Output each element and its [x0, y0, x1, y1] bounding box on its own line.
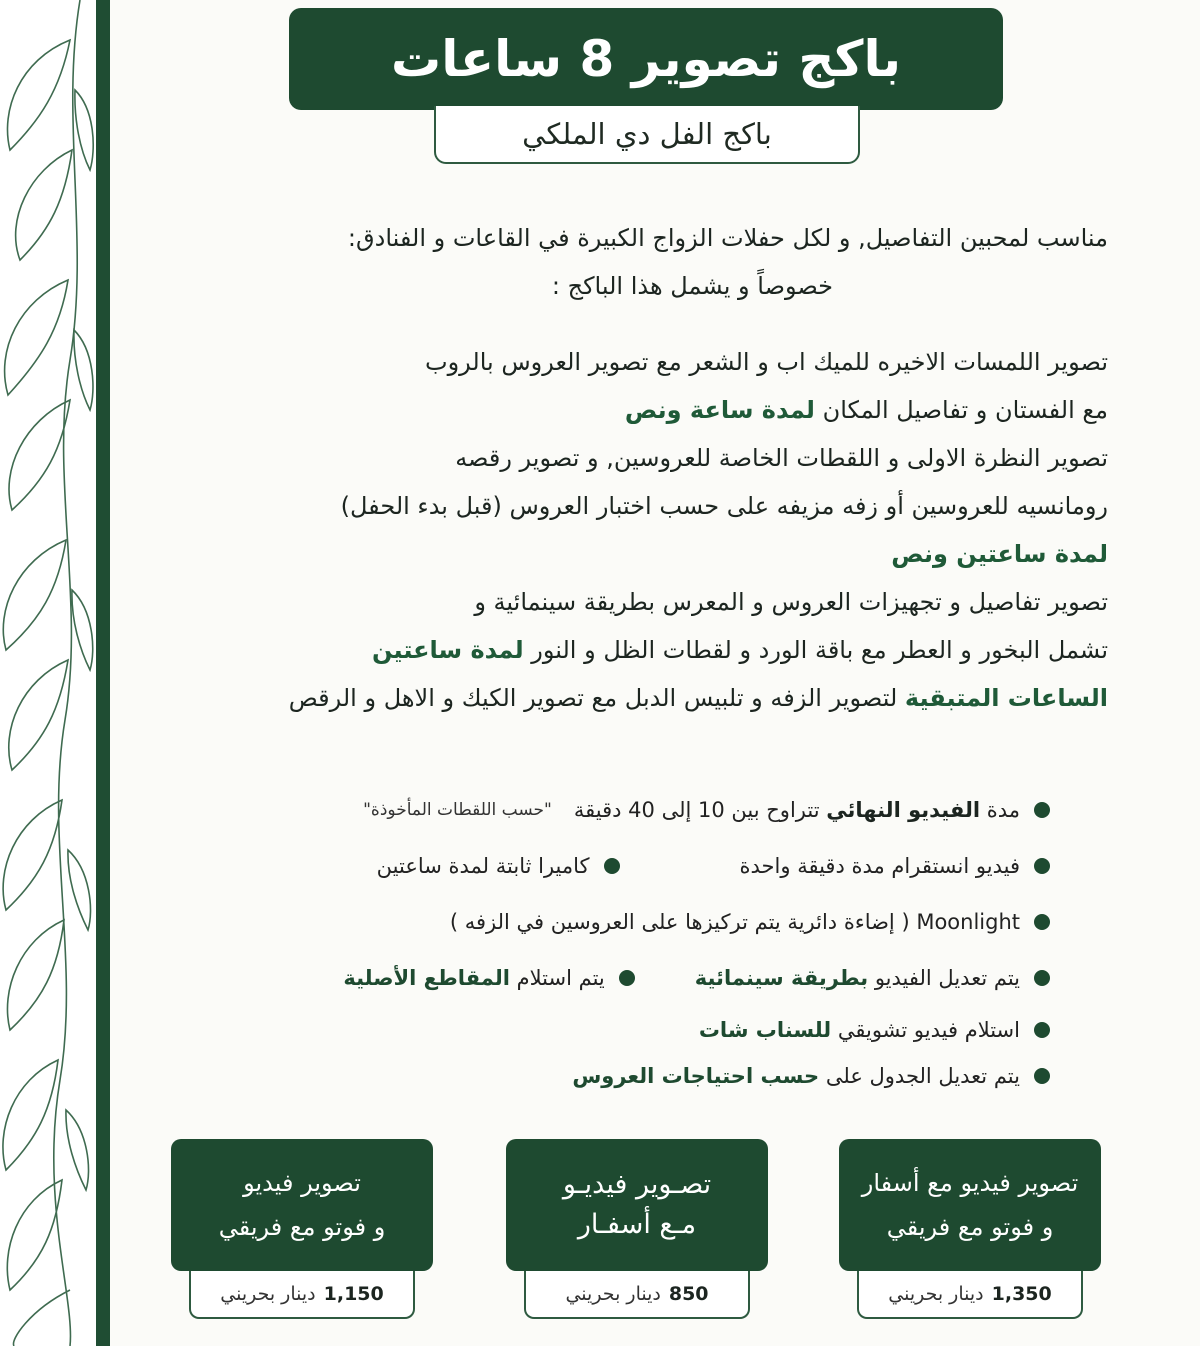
feature-bold: للسناب شات	[698, 1018, 832, 1042]
duration-highlight: لمدة ساعة ونص	[624, 396, 815, 424]
package-title	[171, 1139, 433, 1271]
intro-line: خصوصاً و يشمل هذا الباكج :	[551, 272, 833, 300]
package-title	[839, 1139, 1101, 1271]
page-title: باكج تصوير 8 ساعات	[289, 8, 1003, 110]
feature-item	[699, 1018, 1050, 1042]
package-price	[189, 1271, 415, 1319]
features-list	[150, 782, 1050, 1098]
duration-highlight: لمدة ساعتين	[371, 636, 524, 664]
bullet-icon	[604, 858, 620, 874]
detail-line: رومانسيه للعروسين أو زفه مزيفه على حسب اختبار العروس (قبل بدء الحفل)	[340, 492, 1108, 520]
detail-line: تصوير النظرة الاولى و اللقطات الخاصة للعروسين, و تصوير رقصه	[455, 444, 1108, 472]
feature-bold: حسب احتياجات العروس	[572, 1064, 820, 1088]
feature-text-part: يتم استلام	[509, 966, 605, 990]
package-title	[506, 1139, 768, 1271]
package-price	[524, 1271, 750, 1319]
package-title-line: مـع أسفـار	[577, 1209, 697, 1240]
feature-text	[699, 1018, 1020, 1042]
feature-item	[695, 966, 1050, 990]
feature-text-part: مدة	[980, 798, 1020, 822]
leaf-pattern-icon	[0, 0, 96, 1346]
feature-item	[343, 966, 634, 990]
detail-text: مع الفستان و تفاصيل المكان	[814, 396, 1108, 424]
list-item	[150, 838, 1050, 894]
package-price	[857, 1271, 1083, 1319]
feature-item	[377, 854, 620, 878]
feature-text-part: تتراوح بين 10 إلى 40 دقيقة	[573, 798, 827, 822]
price-value: 850	[668, 1283, 709, 1305]
list-item	[150, 894, 1050, 950]
price-value: 1,150	[323, 1283, 384, 1305]
duration-highlight: الساعات المتبقية	[904, 684, 1108, 712]
feature-bold: الفيديو النهائي	[826, 798, 981, 822]
list-item	[150, 1054, 1050, 1098]
side-bar-divider	[96, 0, 110, 1346]
package-title-line: تصـوير فيديـو	[562, 1169, 712, 1200]
bullet-icon	[1034, 1068, 1050, 1084]
feature-bold: المقاطع الأصلية	[343, 966, 510, 990]
detail-text: لتصوير الزفه و تلبيس الدبل مع تصوير الكيك و الاهل و الرقص	[288, 684, 905, 712]
bullet-icon	[1034, 1022, 1050, 1038]
package-name: باكج الفل دي الملكي	[434, 106, 860, 164]
feature-text-part: استلام فيديو تشويقي	[831, 1018, 1020, 1042]
package-title-line: تصوير فيديو مع أسفار	[861, 1169, 1079, 1197]
feature-text	[695, 966, 1020, 990]
package-details	[289, 338, 1108, 722]
feature-item	[572, 1064, 1050, 1088]
package-title-line: تصوير فيديو	[243, 1169, 361, 1197]
intro-line: مناسب لمحبين التفاصيل, و لكل حفلات الزواج الكبيرة في القاعات و الفنادق:	[347, 224, 1108, 252]
price-value: 1,350	[991, 1283, 1052, 1305]
detail-line: تصوير تفاصيل و تجهيزات العروس و المعرس بطريقة سينمائية و	[474, 588, 1108, 616]
feature-text-part: يتم تعديل الجدول على	[819, 1064, 1020, 1088]
duration-highlight: لمدة ساعتين ونص	[891, 540, 1108, 568]
feature-item	[363, 798, 1050, 822]
list-item	[150, 1006, 1050, 1054]
bullet-icon	[1034, 802, 1050, 818]
feature-text: كاميرا ثابتة لمدة ساعتين	[376, 854, 590, 878]
bullet-icon	[1034, 914, 1050, 930]
feature-note: "حسب اللقطات المأخوذة"	[363, 800, 552, 820]
feature-text	[572, 1064, 1020, 1088]
package-card	[171, 1139, 433, 1319]
leaf-pattern-decoration	[0, 0, 96, 1346]
price-currency: دينار بحريني	[220, 1283, 316, 1305]
price-currency: دينار بحريني	[565, 1283, 661, 1305]
bullet-icon	[1034, 970, 1050, 986]
feature-text: فيديو انستقرام مدة دقيقة واحدة	[739, 854, 1020, 878]
feature-text	[574, 798, 1020, 822]
feature-item	[450, 910, 1050, 934]
feature-text	[343, 966, 604, 990]
bullet-icon	[1034, 858, 1050, 874]
detail-line	[289, 386, 1108, 434]
package-card	[839, 1139, 1101, 1319]
package-title-line: و فوتو مع فريقي	[218, 1213, 386, 1241]
detail-line	[289, 674, 1108, 722]
intro-text	[348, 214, 1108, 310]
package-title-line: و فوتو مع فريقي	[886, 1213, 1054, 1241]
price-currency: دينار بحريني	[888, 1283, 984, 1305]
bullet-icon	[619, 970, 635, 986]
package-card	[506, 1139, 768, 1319]
feature-item	[740, 854, 1050, 878]
detail-line	[289, 626, 1108, 674]
feature-bold: بطريقة سينمائية	[694, 966, 869, 990]
list-item	[150, 950, 1050, 1006]
detail-text: تشمل البخور و العطر مع باقة الورد و لقطات الظل و النور	[523, 636, 1108, 664]
feature-text-part: يتم تعديل الفيديو	[868, 966, 1020, 990]
list-item	[150, 782, 1050, 838]
detail-line: تصوير اللمسات الاخيره للميك اب و الشعر مع تصوير العروس بالروب	[425, 348, 1108, 376]
feature-text: Moonlight ( إضاءة دائرية يتم تركيزها على العروسين في الزفه )	[449, 910, 1020, 934]
